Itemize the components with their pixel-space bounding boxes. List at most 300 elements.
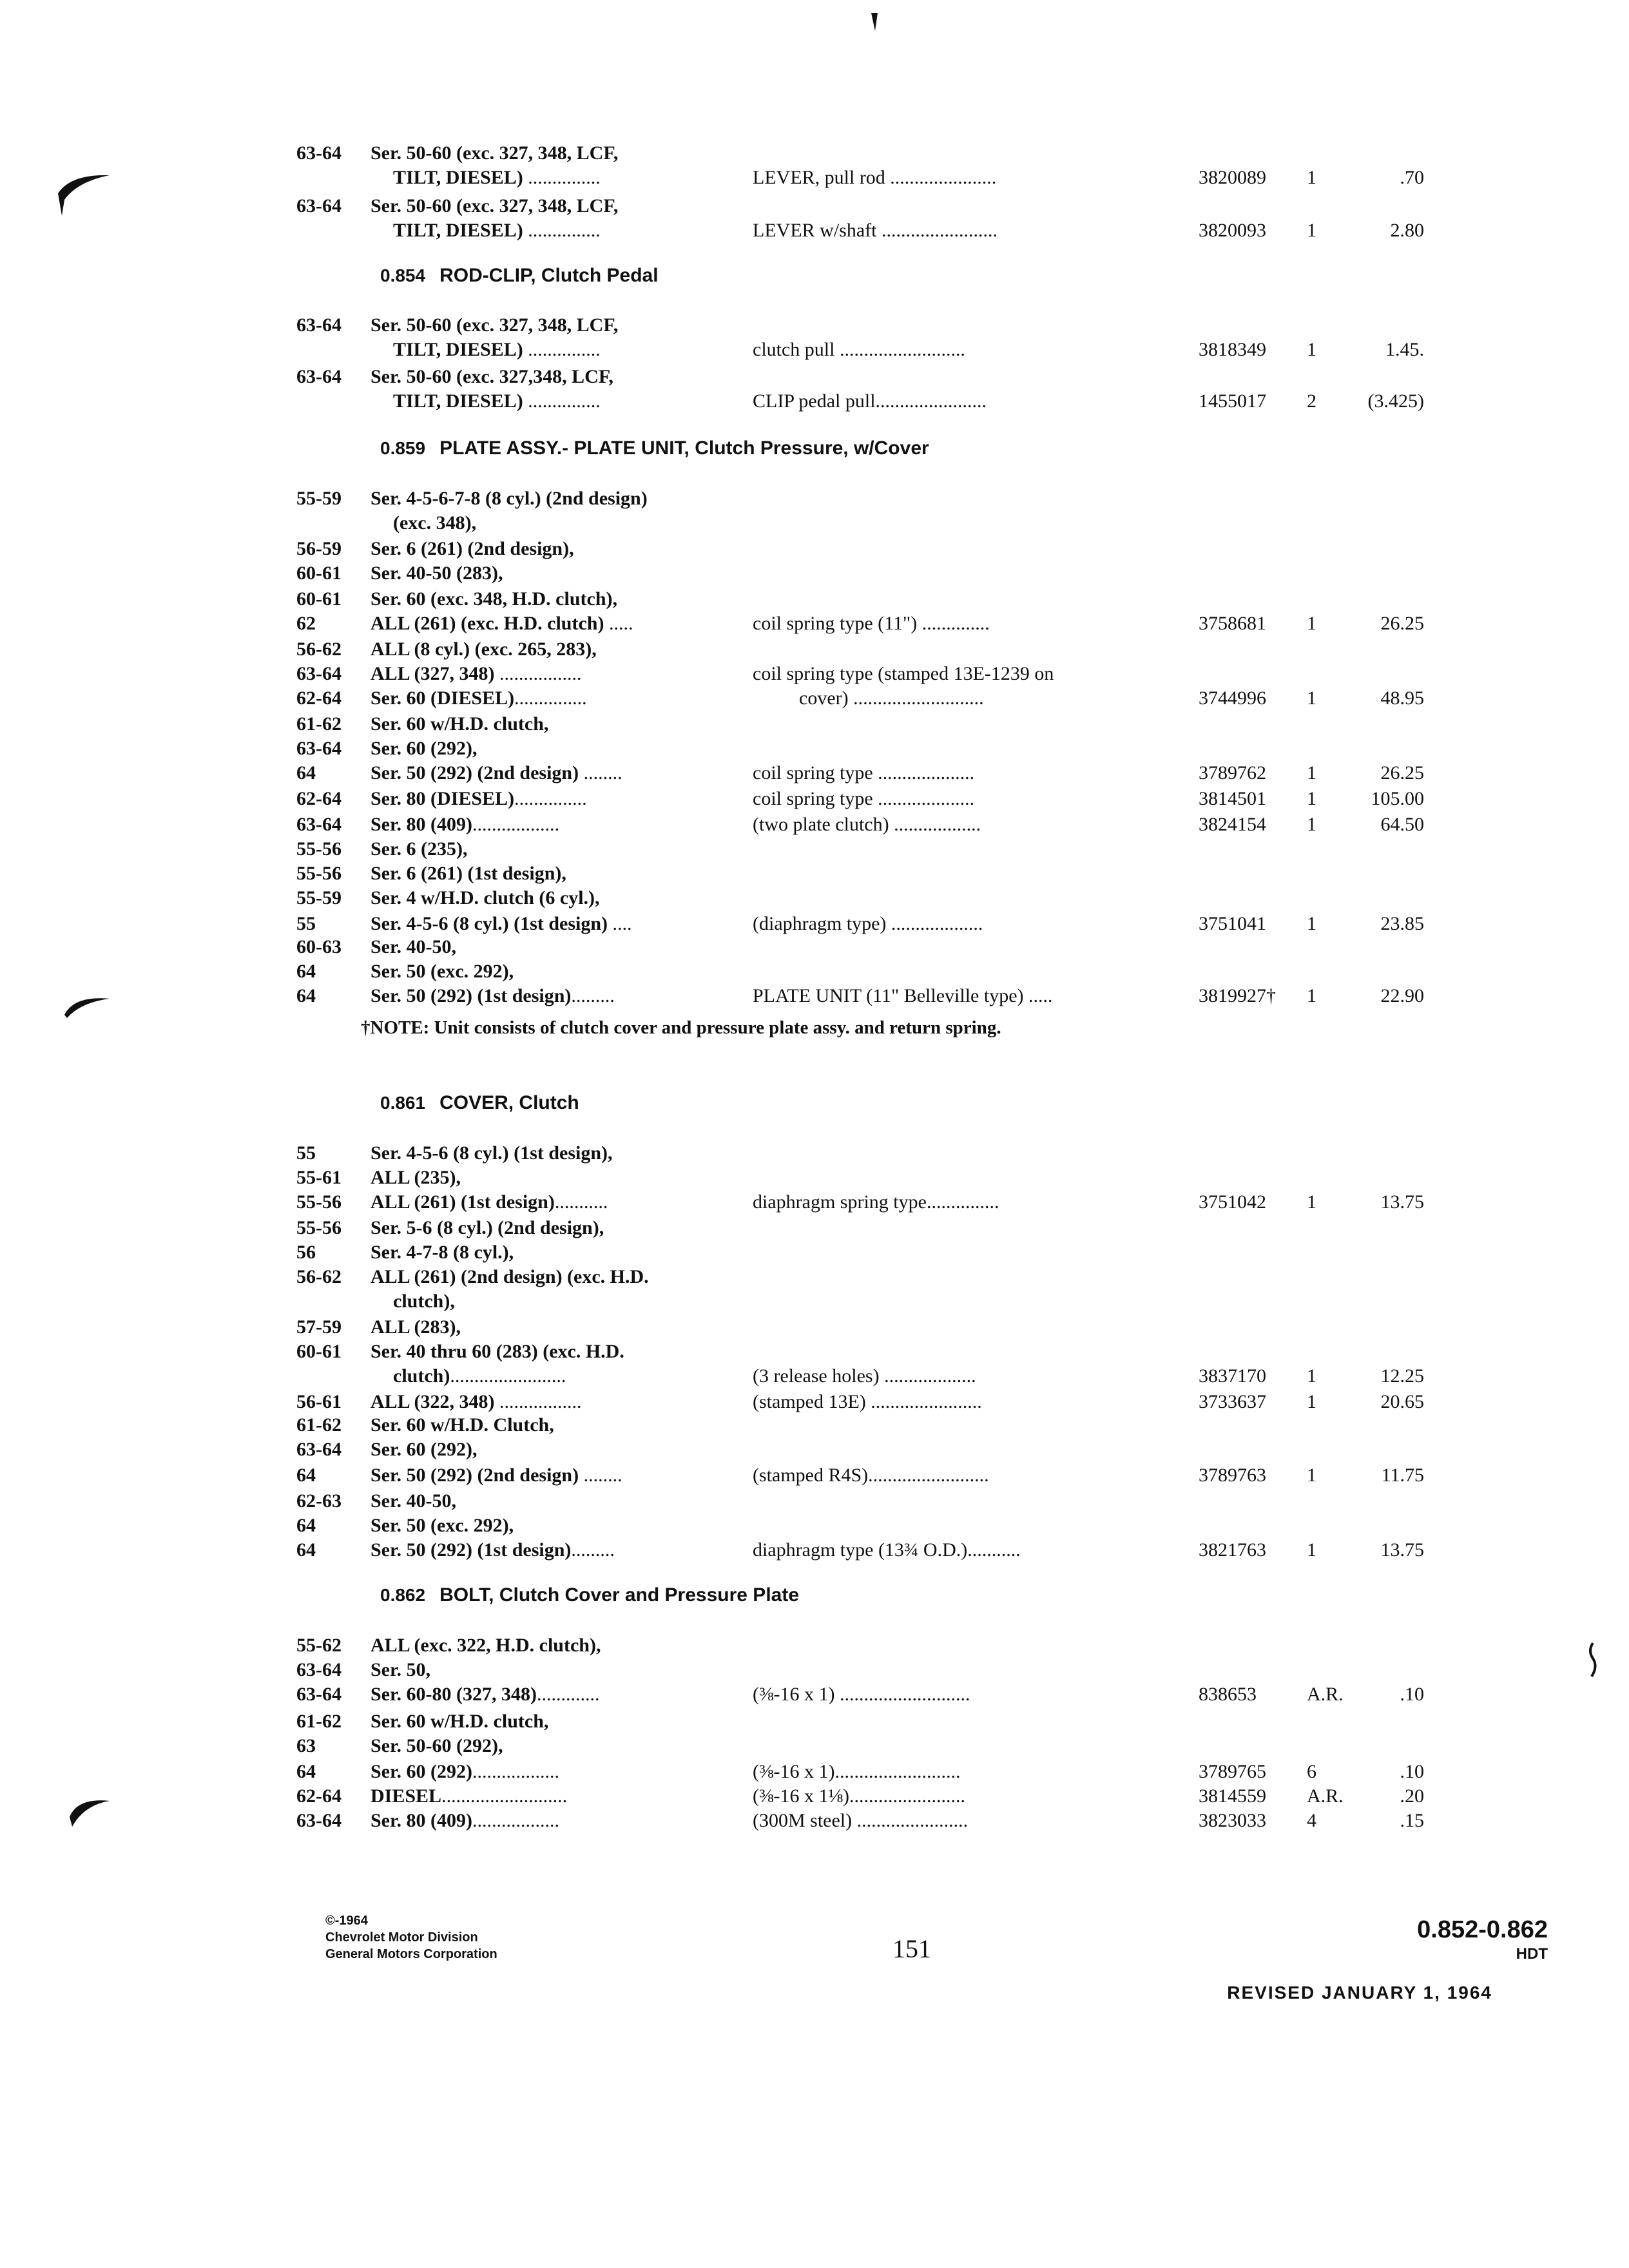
model-text: Ser. 60 w/H.D. clutch,: [371, 713, 549, 735]
model-years: 64: [296, 1761, 316, 1782]
part-description: (⅜-16 x 1)..........................: [753, 1761, 961, 1782]
model-application: [371, 312, 618, 338]
model-application: [371, 711, 548, 737]
model-text: Ser. 6 (261) (2nd design),: [371, 538, 574, 559]
model-text: Ser. 50 (292) (2nd design): [371, 1465, 579, 1486]
model-text: Ser. 60 (292),: [371, 738, 477, 759]
model-leader-dots: ........: [579, 1465, 622, 1486]
model-text: Ser. 80 (409): [371, 1810, 473, 1831]
table-row: [0, 1733, 1629, 1759]
model-years: 60-61: [296, 562, 342, 584]
part-number: 3823033: [1199, 1810, 1266, 1831]
model-years: 56: [296, 1242, 316, 1263]
part-number: 3733637: [1199, 1391, 1266, 1412]
model-application: [393, 337, 601, 363]
table-row: [0, 1165, 1629, 1191]
model-application: [371, 561, 503, 586]
section-number: 0.854: [380, 265, 426, 285]
model-years: 63-64: [296, 663, 342, 684]
section-heading: [380, 262, 659, 290]
model-text: Ser. 60 (exc. 348, H.D. clutch),: [371, 588, 617, 610]
price: 23.85: [1380, 913, 1424, 934]
model-text: ALL (exc. 322, H.D. clutch),: [371, 1635, 601, 1656]
model-application: [371, 1140, 613, 1166]
model-application: [371, 1513, 514, 1539]
model-years: 56-61: [296, 1391, 342, 1412]
part-description: cover) ...........................: [799, 687, 984, 709]
model-text: Ser. 50-60 (exc. 327,348, LCF,: [371, 366, 613, 387]
table-row: [0, 337, 1629, 363]
model-years: 61-62: [296, 713, 342, 735]
part-description: (diaphragm type) ...................: [753, 913, 983, 934]
table-row: [0, 586, 1629, 612]
table-row: [0, 637, 1629, 662]
model-application: [371, 1682, 600, 1707]
table-row: [0, 812, 1629, 838]
model-text: ALL (8 cyl.) (exc. 265, 283),: [371, 639, 597, 660]
quantity: 1: [1307, 220, 1316, 241]
model-text: Ser. 40-50,: [371, 1490, 457, 1512]
model-text: Ser. 50,: [371, 1659, 431, 1680]
table-row: [0, 1264, 1629, 1290]
price: 26.25: [1380, 613, 1424, 634]
model-leader-dots: ...............: [514, 687, 587, 709]
model-years: 55-56: [296, 863, 342, 884]
model-text: Ser. 4-5-6-7-8 (8 cyl.) (2nd design): [371, 488, 648, 509]
model-application: [371, 1783, 567, 1809]
model-text: ALL (261) (1st design): [371, 1191, 555, 1213]
model-leader-dots: ...............: [523, 339, 601, 360]
table-row: [0, 1389, 1629, 1415]
table-row: [0, 561, 1629, 586]
model-application: [371, 1488, 456, 1514]
model-application: [371, 193, 618, 219]
model-years: 63-64: [296, 814, 342, 835]
model-text: Ser. 5-6 (8 cyl.) (2nd design),: [371, 1217, 604, 1238]
model-years: 62-64: [296, 1785, 342, 1807]
model-text: Ser. 50 (292) (1st design): [371, 985, 572, 1006]
table-row: [0, 1314, 1629, 1340]
model-text: DIESEL: [371, 1785, 442, 1807]
part-number: 3751042: [1199, 1191, 1266, 1213]
model-application: [371, 1709, 548, 1735]
table-row: [0, 218, 1629, 244]
part-description: coil spring type ....................: [753, 762, 975, 783]
model-application: [371, 786, 587, 812]
model-years: 57-59: [296, 1316, 342, 1338]
model-text: (exc. 348),: [393, 512, 477, 533]
quantity: 6: [1307, 1761, 1316, 1782]
table-row: [0, 312, 1629, 338]
model-application: [371, 486, 648, 512]
model-application: [371, 1264, 649, 1290]
table-row: [0, 1189, 1629, 1215]
table-row: [0, 1363, 1629, 1389]
model-text: Ser. 50 (292) (1st design): [371, 1539, 572, 1561]
model-years: 64: [296, 762, 316, 783]
model-text: Ser. 4-5-6 (8 cyl.) (1st design): [371, 913, 608, 934]
part-description: diaphragm type (13¾ O.D.)...........: [753, 1539, 1021, 1561]
table-row: [0, 934, 1629, 960]
table-row: [0, 389, 1629, 414]
section-number: 0.862: [380, 1585, 426, 1605]
price: 26.25: [1380, 762, 1424, 783]
model-application: [371, 1189, 608, 1215]
price: .20: [1400, 1785, 1424, 1807]
price: .10: [1400, 1761, 1424, 1782]
model-text: clutch),: [393, 1291, 455, 1312]
model-years: 55-61: [296, 1167, 342, 1188]
part-number: 3818349: [1199, 339, 1266, 360]
part-description: coil spring type (stamped 13E-1239 on: [753, 663, 1054, 684]
part-number: 3758681: [1199, 613, 1266, 634]
model-text: Ser. 50 (exc. 292),: [371, 1515, 514, 1536]
part-number: 838653: [1199, 1684, 1257, 1705]
model-application: [371, 1412, 554, 1438]
table-row: [0, 1657, 1629, 1683]
model-text: ALL (283),: [371, 1316, 461, 1338]
price: 2.80: [1390, 220, 1424, 241]
table-row: [0, 1339, 1629, 1365]
model-application: [371, 1389, 582, 1415]
table-row: [0, 486, 1629, 512]
part-number: 3744996: [1199, 687, 1266, 709]
model-text: Ser. 6 (261) (1st design),: [371, 863, 566, 884]
model-text: Ser. 50-60 (exc. 327, 348, LCF,: [371, 195, 619, 216]
model-years: 64: [296, 1539, 316, 1561]
model-application: [371, 586, 617, 612]
part-description: LEVER w/shaft ........................: [753, 220, 998, 241]
model-years: 63-64: [296, 142, 342, 164]
table-row: [0, 1808, 1629, 1834]
table-row: [0, 510, 1629, 536]
model-leader-dots: ..................: [472, 1810, 560, 1831]
section-title: ROD-CLIP, Clutch Pedal: [439, 265, 659, 286]
model-text: Ser. 60 (292),: [371, 1439, 477, 1460]
model-text: TILT, DIESEL): [393, 390, 523, 412]
part-description: CLIP pedal pull.......................: [753, 390, 987, 412]
model-application: [371, 1437, 477, 1463]
table-row: [0, 536, 1629, 562]
quantity: 1: [1307, 339, 1316, 360]
table-row: [0, 1240, 1629, 1265]
model-years: 62-64: [296, 788, 342, 809]
quantity: 1: [1307, 762, 1316, 783]
table-row: [0, 983, 1629, 1009]
quantity: 1: [1307, 1465, 1316, 1486]
price: 48.95: [1380, 687, 1424, 709]
page-number: 151: [892, 1934, 931, 1963]
quantity: A.R.: [1307, 1684, 1344, 1705]
quantity: 1: [1307, 913, 1316, 934]
model-years: 63-64: [296, 314, 342, 336]
revision-date: REVISED JANUARY 1, 1964: [1227, 1983, 1492, 2003]
table-row: [0, 1488, 1629, 1514]
copyright-division: Chevrolet Motor Division: [325, 1930, 478, 1945]
part-number: 3814559: [1199, 1785, 1266, 1807]
model-years: 56-62: [296, 639, 342, 660]
part-number: 3789765: [1199, 1761, 1266, 1782]
model-application: [371, 1339, 624, 1365]
model-leader-dots: ...............: [523, 167, 601, 188]
model-text: ALL (235),: [371, 1167, 461, 1188]
model-text: Ser. 50-60 (exc. 327, 348, LCF,: [371, 314, 619, 336]
model-years: 55-59: [296, 488, 342, 509]
model-leader-dots: ..........................: [441, 1785, 568, 1807]
model-text: TILT, DIESEL): [393, 220, 523, 241]
price: .70: [1400, 167, 1424, 188]
model-leader-dots: ...............: [514, 788, 587, 809]
table-row: [0, 760, 1629, 786]
table-row: [0, 1783, 1629, 1809]
quantity: 1: [1307, 167, 1316, 188]
model-text: Ser. 6 (235),: [371, 838, 468, 860]
model-application: [371, 364, 613, 390]
table-row: [0, 1140, 1629, 1166]
model-application: [371, 661, 582, 687]
table-row: [0, 861, 1629, 887]
model-application: [371, 686, 587, 711]
model-years: 62-63: [296, 1490, 342, 1512]
model-text: Ser. 50-60 (292),: [371, 1735, 503, 1756]
table-row: [0, 686, 1629, 711]
model-years: 61-62: [296, 1711, 342, 1732]
catalog-code: HDT: [1516, 1945, 1548, 1963]
quantity: 1: [1307, 1365, 1316, 1387]
model-text: Ser. 60-80 (327, 348): [371, 1684, 537, 1705]
model-application: [371, 736, 477, 762]
model-years: 62: [296, 613, 316, 634]
model-text: TILT, DIESEL): [393, 167, 523, 188]
model-text: Ser. 50 (exc. 292),: [371, 961, 514, 982]
part-number: 3820089: [1199, 167, 1266, 188]
quantity: 1: [1307, 788, 1316, 809]
model-application: [393, 165, 601, 191]
part-description: clutch pull ..........................: [753, 339, 965, 360]
model-years: 56-62: [296, 1266, 342, 1287]
model-years: 60-63: [296, 936, 342, 957]
price: .10: [1400, 1684, 1424, 1705]
table-row: [0, 1759, 1629, 1785]
part-number: 3819927†: [1199, 985, 1276, 1006]
price: 13.75: [1380, 1539, 1424, 1561]
model-application: [371, 1537, 615, 1563]
part-number: 3751041: [1199, 913, 1266, 934]
model-text: Ser. 60 w/H.D. clutch,: [371, 1711, 549, 1732]
section-title: COVER, Clutch: [439, 1092, 579, 1113]
part-description: (⅜-16 x 1) ...........................: [753, 1684, 970, 1705]
model-application: [371, 1759, 559, 1785]
model-application: [371, 861, 566, 887]
model-leader-dots: ...............: [523, 390, 601, 412]
part-description: coil spring type (11") ..............: [753, 613, 990, 634]
model-years: 64: [296, 985, 316, 1006]
model-years: 63-64: [296, 1439, 342, 1460]
model-years: 55-59: [296, 887, 342, 908]
model-application: [393, 218, 601, 244]
part-number: 3821763: [1199, 1539, 1266, 1561]
part-number: 3789762: [1199, 762, 1266, 783]
model-application: [371, 1633, 601, 1658]
table-row: [0, 736, 1629, 762]
part-description: (two plate clutch) ..................: [753, 814, 981, 835]
table-row: [0, 1709, 1629, 1735]
model-application: [371, 1733, 503, 1759]
part-number: 3824154: [1199, 814, 1266, 835]
model-application: [371, 959, 514, 985]
model-years: 63-64: [296, 1810, 342, 1831]
model-application: [393, 1363, 566, 1389]
section-heading: [380, 434, 929, 463]
model-text: ALL (261) (2nd design) (exc. H.D.: [371, 1266, 649, 1287]
model-application: [371, 911, 632, 937]
model-text: Ser. 40-50,: [371, 936, 457, 957]
model-years: 55-56: [296, 1217, 342, 1238]
table-row: [0, 1513, 1629, 1539]
model-text: Ser. 60 w/H.D. Clutch,: [371, 1414, 554, 1436]
copyright-block: [325, 1912, 497, 1963]
model-years: 64: [296, 961, 316, 982]
model-leader-dots: ........: [579, 762, 622, 783]
price: 11.75: [1381, 1465, 1424, 1486]
table-row: [0, 1633, 1629, 1658]
price: 64.50: [1380, 814, 1424, 835]
model-text: Ser. 40-50 (283),: [371, 562, 503, 584]
table-row: [0, 885, 1629, 911]
table-row: [0, 786, 1629, 812]
model-text: Ser. 4 w/H.D. clutch (6 cyl.),: [371, 887, 600, 908]
model-years: 60-61: [296, 588, 342, 610]
table-row: [0, 1463, 1629, 1488]
section-title: BOLT, Clutch Cover and Pressure Plate: [439, 1584, 800, 1606]
section-number: 0.859: [380, 438, 426, 458]
table-row: [0, 364, 1629, 390]
model-leader-dots: ..................: [472, 814, 560, 835]
model-years: 63-64: [296, 195, 342, 216]
part-description: (⅜-16 x 1⅛)........................: [753, 1785, 965, 1807]
quantity: 1: [1307, 1539, 1316, 1561]
model-text: ALL (327, 348): [371, 663, 495, 684]
price: 12.25: [1380, 1365, 1424, 1387]
section-range: 0.852-0.862: [1417, 1916, 1548, 1943]
model-text: Ser. 4-7-8 (8 cyl.),: [371, 1242, 514, 1263]
price: (3.425): [1367, 390, 1424, 412]
model-leader-dots: .................: [494, 1391, 582, 1412]
table-row: [0, 140, 1629, 166]
quantity: 1: [1307, 814, 1316, 835]
part-number: 3814501: [1199, 788, 1266, 809]
model-years: 63: [296, 1735, 316, 1756]
price: 22.90: [1380, 985, 1424, 1006]
model-application: [371, 934, 456, 960]
model-application: [393, 1289, 455, 1314]
model-text: TILT, DIESEL): [393, 339, 523, 360]
model-leader-dots: ..................: [472, 1761, 560, 1782]
model-application: [371, 637, 597, 662]
table-row: [0, 1437, 1629, 1463]
part-number: 3820093: [1199, 220, 1266, 241]
table-row: [0, 1412, 1629, 1438]
quantity: 1: [1307, 1191, 1316, 1213]
model-application: [371, 1808, 559, 1834]
model-years: 64: [296, 1515, 316, 1536]
model-text: Ser. 60 (292): [371, 1761, 473, 1782]
model-leader-dots: .....: [604, 613, 633, 634]
model-text: clutch): [393, 1365, 450, 1387]
quantity: 1: [1307, 1391, 1316, 1412]
part-description: LEVER, pull rod ......................: [753, 167, 997, 188]
part-description: (stamped R4S).........................: [753, 1465, 989, 1486]
quantity: 4: [1307, 1810, 1316, 1831]
table-row: [0, 193, 1629, 219]
quantity: 1: [1307, 985, 1316, 1006]
model-application: [371, 1657, 430, 1683]
model-application: [371, 1240, 514, 1265]
model-leader-dots: .........: [571, 985, 615, 1006]
model-years: 63-64: [296, 1684, 342, 1705]
model-years: 63-64: [296, 738, 342, 759]
model-text: Ser. 80 (DIESEL): [371, 788, 515, 809]
price: .15: [1400, 1810, 1424, 1831]
section-title: PLATE ASSY.- PLATE UNIT, Clutch Pressure, w/Cover: [439, 437, 929, 459]
model-years: 64: [296, 1465, 316, 1486]
model-application: [371, 1215, 604, 1241]
model-text: Ser. 50 (292) (2nd design): [371, 762, 579, 783]
copyright-corporation: General Motors Corporation: [325, 1947, 497, 1961]
model-text: ALL (322, 348): [371, 1391, 495, 1412]
model-application: [371, 812, 559, 838]
copyright-year: ©-1964: [325, 1914, 368, 1928]
model-years: 55-56: [296, 838, 342, 860]
model-application: [393, 389, 601, 414]
model-application: [371, 536, 574, 562]
part-description: (stamped 13E) .......................: [753, 1391, 982, 1412]
table-row: [0, 1537, 1629, 1563]
model-years: 55-56: [296, 1191, 342, 1213]
table-row: [0, 836, 1629, 862]
model-leader-dots: ........................: [450, 1365, 566, 1387]
table-row: [0, 711, 1629, 737]
price: 20.65: [1380, 1391, 1424, 1412]
table-row: [0, 959, 1629, 985]
model-application: [393, 510, 476, 536]
scan-mark-top-dot: [871, 13, 878, 31]
model-application: [371, 140, 618, 166]
model-text: Ser. 60 (DIESEL): [371, 687, 515, 709]
price: 105.00: [1371, 788, 1424, 809]
model-years: 56-59: [296, 538, 342, 559]
model-years: 55: [296, 1142, 316, 1164]
part-number: 1455017: [1199, 390, 1266, 412]
table-row: [0, 911, 1629, 937]
section-heading: [380, 1581, 799, 1610]
model-years: 63-64: [296, 366, 342, 387]
model-text: Ser. 50-60 (exc. 327, 348, LCF,: [371, 142, 619, 164]
footnote: †NOTE: Unit consists of clutch cover and pressure plate assy. and return spring.: [361, 1017, 1001, 1038]
model-text: Ser. 40 thru 60 (283) (exc. H.D.: [371, 1341, 624, 1362]
model-years: 61-62: [296, 1414, 342, 1436]
table-row: [0, 1682, 1629, 1707]
model-leader-dots: .................: [494, 663, 582, 684]
part-description: diaphragm spring type...............: [753, 1191, 999, 1213]
model-application: [371, 1463, 622, 1488]
part-description: (300M steel) .......................: [753, 1810, 969, 1831]
model-leader-dots: ....: [608, 913, 632, 934]
quantity: A.R.: [1307, 1785, 1344, 1807]
model-application: [371, 611, 633, 637]
price: 13.75: [1380, 1191, 1424, 1213]
part-description: (3 release holes) ...................: [753, 1365, 976, 1387]
